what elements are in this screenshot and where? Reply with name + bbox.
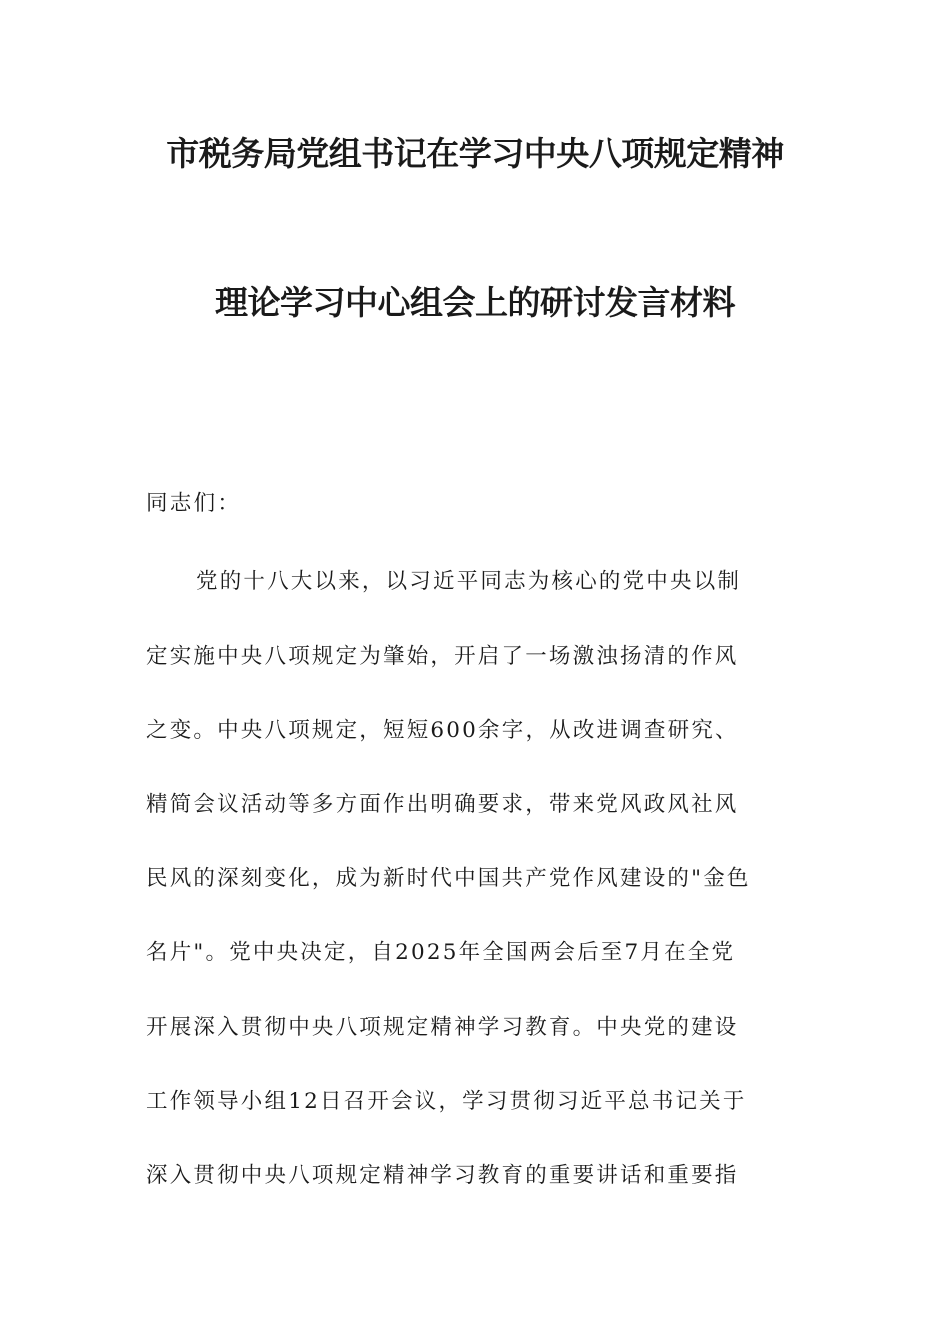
paragraph-line: 民风的深刻变化，成为新时代中国共产党作风建设的"金色 bbox=[146, 866, 751, 891]
document-title-line-1: 市税务局党组书记在学习中央八项规定精神 bbox=[166, 134, 784, 173]
paragraph-line: 工作领导小组12日召开会议，学习贯彻习近平总书记关于 bbox=[146, 1089, 747, 1114]
paragraph-line: 定实施中央八项规定为肇始，开启了一场激浊扬清的作风 bbox=[146, 644, 739, 669]
paragraph-line: 精简会议活动等多方面作出明确要求，带来党风政风社风 bbox=[146, 792, 739, 817]
paragraph-line: 深入贯彻中央八项规定精神学习教育的重要讲话和重要指 bbox=[146, 1163, 739, 1188]
document-title-line-2: 理论学习中心组会上的研讨发言材料 bbox=[215, 283, 735, 322]
salutation: 同志们： bbox=[146, 491, 242, 516]
paragraph-line: 党的十八大以来，以习近平同志为核心的党中央以制 bbox=[196, 569, 742, 594]
paragraph-line: 名片"。党中央决定，自2025年全国两会后至7月在全党 bbox=[146, 940, 736, 965]
paragraph-line: 开展深入贯彻中央八项规定精神学习教育。中央党的建设 bbox=[146, 1015, 739, 1040]
paragraph-line: 之变。中央八项规定，短短600余字，从改进调查研究、 bbox=[146, 718, 739, 743]
